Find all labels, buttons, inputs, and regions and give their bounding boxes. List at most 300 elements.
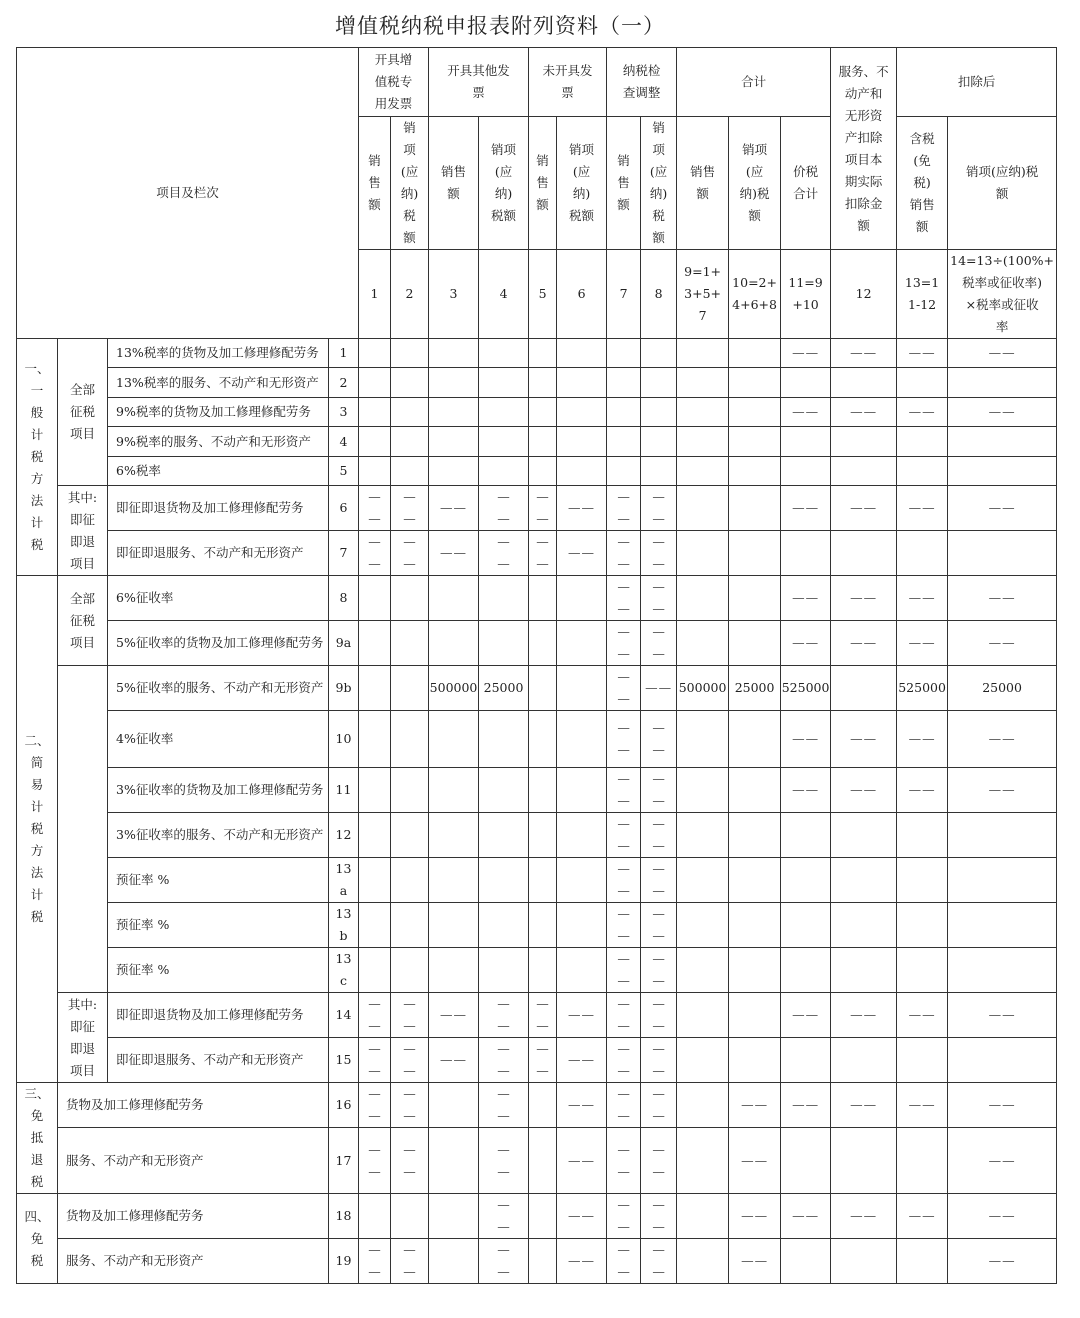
data-cell[interactable]: —— xyxy=(641,666,677,711)
data-cell[interactable]: — — xyxy=(529,531,557,576)
data-cell[interactable] xyxy=(677,398,729,427)
data-cell[interactable] xyxy=(897,457,948,486)
data-cell[interactable] xyxy=(479,711,529,768)
data-cell[interactable] xyxy=(529,768,557,813)
data-cell[interactable] xyxy=(479,621,529,666)
data-cell[interactable]: — — xyxy=(529,1038,557,1083)
data-cell[interactable]: —— xyxy=(729,1083,781,1128)
data-cell[interactable] xyxy=(529,576,557,621)
data-cell[interactable] xyxy=(729,368,781,398)
data-cell[interactable]: — — xyxy=(479,1038,529,1083)
data-cell[interactable] xyxy=(781,813,831,858)
data-cell[interactable] xyxy=(781,1128,831,1194)
data-cell[interactable]: —— xyxy=(831,1194,897,1239)
data-cell[interactable] xyxy=(429,813,479,858)
data-cell[interactable] xyxy=(781,903,831,948)
data-cell[interactable] xyxy=(831,368,897,398)
data-cell[interactable] xyxy=(529,427,557,457)
data-cell[interactable] xyxy=(529,368,557,398)
data-cell[interactable] xyxy=(429,427,479,457)
data-cell[interactable] xyxy=(429,1239,479,1284)
data-cell[interactable] xyxy=(641,368,677,398)
data-cell[interactable]: —— xyxy=(557,1194,607,1239)
data-cell[interactable] xyxy=(359,948,391,993)
data-cell[interactable]: — — xyxy=(479,1128,529,1194)
data-cell[interactable]: — — xyxy=(641,1083,677,1128)
data-cell[interactable]: —— xyxy=(897,711,948,768)
data-cell[interactable] xyxy=(677,427,729,457)
data-cell[interactable]: — — xyxy=(479,1194,529,1239)
data-cell[interactable]: —— xyxy=(781,993,831,1038)
data-cell[interactable] xyxy=(391,1194,429,1239)
data-cell[interactable] xyxy=(359,903,391,948)
data-cell[interactable] xyxy=(677,1038,729,1083)
data-cell[interactable] xyxy=(529,621,557,666)
data-cell[interactable]: — — xyxy=(607,1038,641,1083)
data-cell[interactable]: — — xyxy=(607,621,641,666)
data-cell[interactable]: — — xyxy=(607,666,641,711)
data-cell[interactable] xyxy=(479,903,529,948)
data-cell[interactable] xyxy=(729,427,781,457)
data-cell[interactable] xyxy=(529,858,557,903)
data-cell[interactable]: —— xyxy=(948,486,1057,531)
data-cell[interactable]: —— xyxy=(557,531,607,576)
data-cell[interactable] xyxy=(429,768,479,813)
data-cell[interactable] xyxy=(359,427,391,457)
data-cell[interactable]: 525000 xyxy=(897,666,948,711)
data-cell[interactable] xyxy=(529,1128,557,1194)
data-cell[interactable] xyxy=(359,368,391,398)
data-cell[interactable]: —— xyxy=(781,1194,831,1239)
data-cell[interactable]: — — xyxy=(641,711,677,768)
data-cell[interactable]: — — xyxy=(641,1239,677,1284)
data-cell[interactable]: —— xyxy=(897,621,948,666)
data-cell[interactable]: —— xyxy=(897,486,948,531)
data-cell[interactable] xyxy=(897,1128,948,1194)
data-cell[interactable] xyxy=(677,1194,729,1239)
data-cell[interactable] xyxy=(429,621,479,666)
data-cell[interactable]: — — xyxy=(641,768,677,813)
data-cell[interactable]: —— xyxy=(948,711,1057,768)
data-cell[interactable] xyxy=(359,398,391,427)
data-cell[interactable]: —— xyxy=(948,339,1057,368)
data-cell[interactable] xyxy=(529,813,557,858)
data-cell[interactable] xyxy=(948,1038,1057,1083)
data-cell[interactable] xyxy=(677,368,729,398)
data-cell[interactable] xyxy=(391,576,429,621)
data-cell[interactable] xyxy=(479,368,529,398)
data-cell[interactable] xyxy=(897,368,948,398)
data-cell[interactable] xyxy=(781,1038,831,1083)
data-cell[interactable]: — — xyxy=(479,1083,529,1128)
data-cell[interactable]: — — xyxy=(607,813,641,858)
data-cell[interactable] xyxy=(677,711,729,768)
data-cell[interactable]: —— xyxy=(897,993,948,1038)
data-cell[interactable] xyxy=(557,948,607,993)
data-cell[interactable] xyxy=(729,339,781,368)
data-cell[interactable] xyxy=(429,457,479,486)
data-cell[interactable]: 25000 xyxy=(948,666,1057,711)
data-cell[interactable] xyxy=(391,621,429,666)
data-cell[interactable]: 25000 xyxy=(479,666,529,711)
data-cell[interactable]: — — xyxy=(391,531,429,576)
data-cell[interactable] xyxy=(831,903,897,948)
data-cell[interactable]: — — xyxy=(607,576,641,621)
data-cell[interactable]: — — xyxy=(641,531,677,576)
data-cell[interactable] xyxy=(897,813,948,858)
data-cell[interactable] xyxy=(391,666,429,711)
data-cell[interactable] xyxy=(479,427,529,457)
data-cell[interactable] xyxy=(429,368,479,398)
data-cell[interactable] xyxy=(359,768,391,813)
data-cell[interactable] xyxy=(557,903,607,948)
data-cell[interactable] xyxy=(831,427,897,457)
data-cell[interactable] xyxy=(429,398,479,427)
data-cell[interactable] xyxy=(479,948,529,993)
data-cell[interactable]: —— xyxy=(831,339,897,368)
data-cell[interactable]: —— xyxy=(948,1128,1057,1194)
data-cell[interactable]: — — xyxy=(479,486,529,531)
data-cell[interactable]: — — xyxy=(479,531,529,576)
data-cell[interactable]: —— xyxy=(831,486,897,531)
data-cell[interactable] xyxy=(897,948,948,993)
data-cell[interactable] xyxy=(557,427,607,457)
data-cell[interactable] xyxy=(359,813,391,858)
data-cell[interactable] xyxy=(729,576,781,621)
data-cell[interactable]: —— xyxy=(831,768,897,813)
data-cell[interactable]: — — xyxy=(529,486,557,531)
data-cell[interactable]: — — xyxy=(641,576,677,621)
data-cell[interactable] xyxy=(948,858,1057,903)
data-cell[interactable] xyxy=(359,621,391,666)
data-cell[interactable]: —— xyxy=(429,531,479,576)
data-cell[interactable]: — — xyxy=(359,531,391,576)
data-cell[interactable]: —— xyxy=(831,576,897,621)
data-cell[interactable] xyxy=(391,339,429,368)
data-cell[interactable] xyxy=(729,858,781,903)
data-cell[interactable] xyxy=(729,1038,781,1083)
data-cell[interactable]: —— xyxy=(897,398,948,427)
data-cell[interactable] xyxy=(429,903,479,948)
data-cell[interactable]: — — xyxy=(359,1128,391,1194)
data-cell[interactable] xyxy=(831,1038,897,1083)
data-cell[interactable] xyxy=(429,576,479,621)
data-cell[interactable]: — — xyxy=(391,1239,429,1284)
data-cell[interactable]: —— xyxy=(948,1194,1057,1239)
data-cell[interactable]: 500000 xyxy=(677,666,729,711)
data-cell[interactable] xyxy=(429,1194,479,1239)
data-cell[interactable]: — — xyxy=(641,1128,677,1194)
data-cell[interactable] xyxy=(391,813,429,858)
data-cell[interactable]: —— xyxy=(948,1083,1057,1128)
data-cell[interactable] xyxy=(391,858,429,903)
data-cell[interactable] xyxy=(948,903,1057,948)
data-cell[interactable] xyxy=(479,398,529,427)
data-cell[interactable] xyxy=(391,427,429,457)
data-cell[interactable] xyxy=(359,457,391,486)
data-cell[interactable]: —— xyxy=(781,711,831,768)
data-cell[interactable]: —— xyxy=(557,486,607,531)
data-cell[interactable] xyxy=(729,531,781,576)
data-cell[interactable] xyxy=(557,339,607,368)
data-cell[interactable] xyxy=(359,1194,391,1239)
data-cell[interactable]: —— xyxy=(557,1038,607,1083)
data-cell[interactable] xyxy=(677,993,729,1038)
data-cell[interactable]: —— xyxy=(781,339,831,368)
data-cell[interactable] xyxy=(479,858,529,903)
data-cell[interactable] xyxy=(359,576,391,621)
data-cell[interactable] xyxy=(781,457,831,486)
data-cell[interactable] xyxy=(529,666,557,711)
data-cell[interactable]: —— xyxy=(781,768,831,813)
data-cell[interactable]: —— xyxy=(831,1083,897,1128)
data-cell[interactable]: —— xyxy=(831,621,897,666)
data-cell[interactable]: — — xyxy=(607,1083,641,1128)
data-cell[interactable]: —— xyxy=(781,1083,831,1128)
data-cell[interactable]: — — xyxy=(359,1038,391,1083)
data-cell[interactable]: —— xyxy=(729,1239,781,1284)
data-cell[interactable]: —— xyxy=(429,486,479,531)
data-cell[interactable] xyxy=(391,948,429,993)
data-cell[interactable] xyxy=(557,768,607,813)
data-cell[interactable] xyxy=(641,457,677,486)
data-cell[interactable]: —— xyxy=(729,1194,781,1239)
data-cell[interactable] xyxy=(529,711,557,768)
data-cell[interactable] xyxy=(391,368,429,398)
data-cell[interactable]: — — xyxy=(391,1128,429,1194)
data-cell[interactable]: —— xyxy=(897,768,948,813)
data-cell[interactable] xyxy=(677,858,729,903)
data-cell[interactable] xyxy=(831,813,897,858)
data-cell[interactable]: — — xyxy=(607,948,641,993)
data-cell[interactable] xyxy=(781,858,831,903)
data-cell[interactable] xyxy=(948,368,1057,398)
data-cell[interactable] xyxy=(529,948,557,993)
data-cell[interactable]: —— xyxy=(897,576,948,621)
data-cell[interactable]: — — xyxy=(607,531,641,576)
data-cell[interactable] xyxy=(781,1239,831,1284)
data-cell[interactable] xyxy=(557,858,607,903)
data-cell[interactable] xyxy=(529,339,557,368)
data-cell[interactable] xyxy=(607,368,641,398)
data-cell[interactable] xyxy=(359,858,391,903)
data-cell[interactable]: —— xyxy=(897,1194,948,1239)
data-cell[interactable]: —— xyxy=(557,993,607,1038)
data-cell[interactable] xyxy=(948,813,1057,858)
data-cell[interactable] xyxy=(429,1128,479,1194)
data-cell[interactable] xyxy=(729,768,781,813)
data-cell[interactable]: —— xyxy=(781,621,831,666)
data-cell[interactable] xyxy=(429,711,479,768)
data-cell[interactable]: — — xyxy=(391,1038,429,1083)
data-cell[interactable] xyxy=(677,1239,729,1284)
data-cell[interactable] xyxy=(781,368,831,398)
data-cell[interactable] xyxy=(607,457,641,486)
data-cell[interactable]: — — xyxy=(641,813,677,858)
data-cell[interactable] xyxy=(729,457,781,486)
data-cell[interactable] xyxy=(529,1083,557,1128)
data-cell[interactable]: —— xyxy=(948,621,1057,666)
data-cell[interactable] xyxy=(391,768,429,813)
data-cell[interactable] xyxy=(359,711,391,768)
data-cell[interactable]: — — xyxy=(607,1128,641,1194)
data-cell[interactable] xyxy=(677,457,729,486)
data-cell[interactable] xyxy=(677,1128,729,1194)
data-cell[interactable] xyxy=(641,339,677,368)
data-cell[interactable] xyxy=(677,903,729,948)
data-cell[interactable] xyxy=(677,576,729,621)
data-cell[interactable]: —— xyxy=(948,1239,1057,1284)
data-cell[interactable]: — — xyxy=(641,1194,677,1239)
data-cell[interactable]: — — xyxy=(391,486,429,531)
data-cell[interactable] xyxy=(479,457,529,486)
data-cell[interactable] xyxy=(948,427,1057,457)
data-cell[interactable] xyxy=(529,398,557,427)
data-cell[interactable]: —— xyxy=(831,993,897,1038)
data-cell[interactable] xyxy=(897,427,948,457)
data-cell[interactable] xyxy=(529,1239,557,1284)
data-cell[interactable] xyxy=(677,948,729,993)
data-cell[interactable] xyxy=(677,768,729,813)
data-cell[interactable]: — — xyxy=(607,768,641,813)
data-cell[interactable] xyxy=(677,1083,729,1128)
data-cell[interactable]: —— xyxy=(729,1128,781,1194)
data-cell[interactable] xyxy=(557,621,607,666)
data-cell[interactable] xyxy=(831,1128,897,1194)
data-cell[interactable] xyxy=(641,398,677,427)
data-cell[interactable]: — — xyxy=(359,486,391,531)
data-cell[interactable]: 525000 xyxy=(781,666,831,711)
data-cell[interactable] xyxy=(897,858,948,903)
data-cell[interactable] xyxy=(429,948,479,993)
data-cell[interactable]: — — xyxy=(641,948,677,993)
data-cell[interactable] xyxy=(677,486,729,531)
data-cell[interactable] xyxy=(948,948,1057,993)
data-cell[interactable]: —— xyxy=(948,993,1057,1038)
data-cell[interactable]: —— xyxy=(557,1128,607,1194)
data-cell[interactable] xyxy=(897,1239,948,1284)
data-cell[interactable] xyxy=(729,621,781,666)
data-cell[interactable]: — — xyxy=(607,486,641,531)
data-cell[interactable] xyxy=(391,711,429,768)
data-cell[interactable] xyxy=(479,339,529,368)
data-cell[interactable]: — — xyxy=(607,1194,641,1239)
data-cell[interactable]: — — xyxy=(479,993,529,1038)
data-cell[interactable] xyxy=(677,531,729,576)
data-cell[interactable] xyxy=(529,1194,557,1239)
data-cell[interactable] xyxy=(359,339,391,368)
data-cell[interactable]: —— xyxy=(831,398,897,427)
data-cell[interactable]: — — xyxy=(391,1083,429,1128)
data-cell[interactable]: — — xyxy=(391,993,429,1038)
data-cell[interactable]: — — xyxy=(359,1083,391,1128)
data-cell[interactable] xyxy=(677,621,729,666)
data-cell[interactable] xyxy=(948,457,1057,486)
data-cell[interactable] xyxy=(781,531,831,576)
data-cell[interactable]: —— xyxy=(429,1038,479,1083)
data-cell[interactable] xyxy=(677,813,729,858)
data-cell[interactable] xyxy=(897,903,948,948)
data-cell[interactable] xyxy=(831,531,897,576)
data-cell[interactable]: — — xyxy=(641,621,677,666)
data-cell[interactable]: — — xyxy=(607,711,641,768)
data-cell[interactable] xyxy=(557,576,607,621)
data-cell[interactable] xyxy=(557,368,607,398)
data-cell[interactable] xyxy=(557,711,607,768)
data-cell[interactable] xyxy=(429,858,479,903)
data-cell[interactable] xyxy=(729,993,781,1038)
data-cell[interactable] xyxy=(729,486,781,531)
data-cell[interactable] xyxy=(781,427,831,457)
data-cell[interactable]: —— xyxy=(557,1239,607,1284)
data-cell[interactable]: — — xyxy=(641,993,677,1038)
data-cell[interactable] xyxy=(729,903,781,948)
data-cell[interactable] xyxy=(831,858,897,903)
data-cell[interactable] xyxy=(729,398,781,427)
data-cell[interactable] xyxy=(557,398,607,427)
data-cell[interactable] xyxy=(529,903,557,948)
data-cell[interactable]: — — xyxy=(641,858,677,903)
data-cell[interactable]: — — xyxy=(607,903,641,948)
data-cell[interactable]: — — xyxy=(529,993,557,1038)
data-cell[interactable]: — — xyxy=(641,903,677,948)
data-cell[interactable] xyxy=(729,813,781,858)
data-cell[interactable] xyxy=(831,948,897,993)
data-cell[interactable] xyxy=(677,339,729,368)
data-cell[interactable] xyxy=(479,576,529,621)
data-cell[interactable]: —— xyxy=(557,1083,607,1128)
data-cell[interactable] xyxy=(948,531,1057,576)
data-cell[interactable]: —— xyxy=(897,1083,948,1128)
data-cell[interactable]: 500000 xyxy=(429,666,479,711)
data-cell[interactable]: — — xyxy=(607,993,641,1038)
data-cell[interactable] xyxy=(557,813,607,858)
data-cell[interactable] xyxy=(479,768,529,813)
data-cell[interactable]: —— xyxy=(897,339,948,368)
data-cell[interactable]: —— xyxy=(948,768,1057,813)
data-cell[interactable] xyxy=(831,1239,897,1284)
data-cell[interactable] xyxy=(429,1083,479,1128)
data-cell[interactable]: —— xyxy=(429,993,479,1038)
data-cell[interactable] xyxy=(529,457,557,486)
data-cell[interactable] xyxy=(607,339,641,368)
data-cell[interactable] xyxy=(557,666,607,711)
data-cell[interactable] xyxy=(641,427,677,457)
data-cell[interactable]: —— xyxy=(781,398,831,427)
data-cell[interactable]: — — xyxy=(359,993,391,1038)
data-cell[interactable]: — — xyxy=(479,1239,529,1284)
data-cell[interactable] xyxy=(729,948,781,993)
data-cell[interactable]: — — xyxy=(607,858,641,903)
data-cell[interactable]: — — xyxy=(641,1038,677,1083)
data-cell[interactable] xyxy=(557,457,607,486)
data-cell[interactable]: 25000 xyxy=(729,666,781,711)
data-cell[interactable] xyxy=(607,427,641,457)
data-cell[interactable] xyxy=(479,813,529,858)
data-cell[interactable] xyxy=(391,398,429,427)
data-cell[interactable] xyxy=(359,666,391,711)
data-cell[interactable] xyxy=(831,666,897,711)
data-cell[interactable] xyxy=(781,948,831,993)
data-cell[interactable]: —— xyxy=(948,398,1057,427)
data-cell[interactable] xyxy=(391,457,429,486)
data-cell[interactable] xyxy=(607,398,641,427)
data-cell[interactable]: — — xyxy=(359,1239,391,1284)
data-cell[interactable]: —— xyxy=(831,711,897,768)
data-cell[interactable] xyxy=(897,1038,948,1083)
data-cell[interactable]: — — xyxy=(607,1239,641,1284)
data-cell[interactable]: —— xyxy=(781,576,831,621)
